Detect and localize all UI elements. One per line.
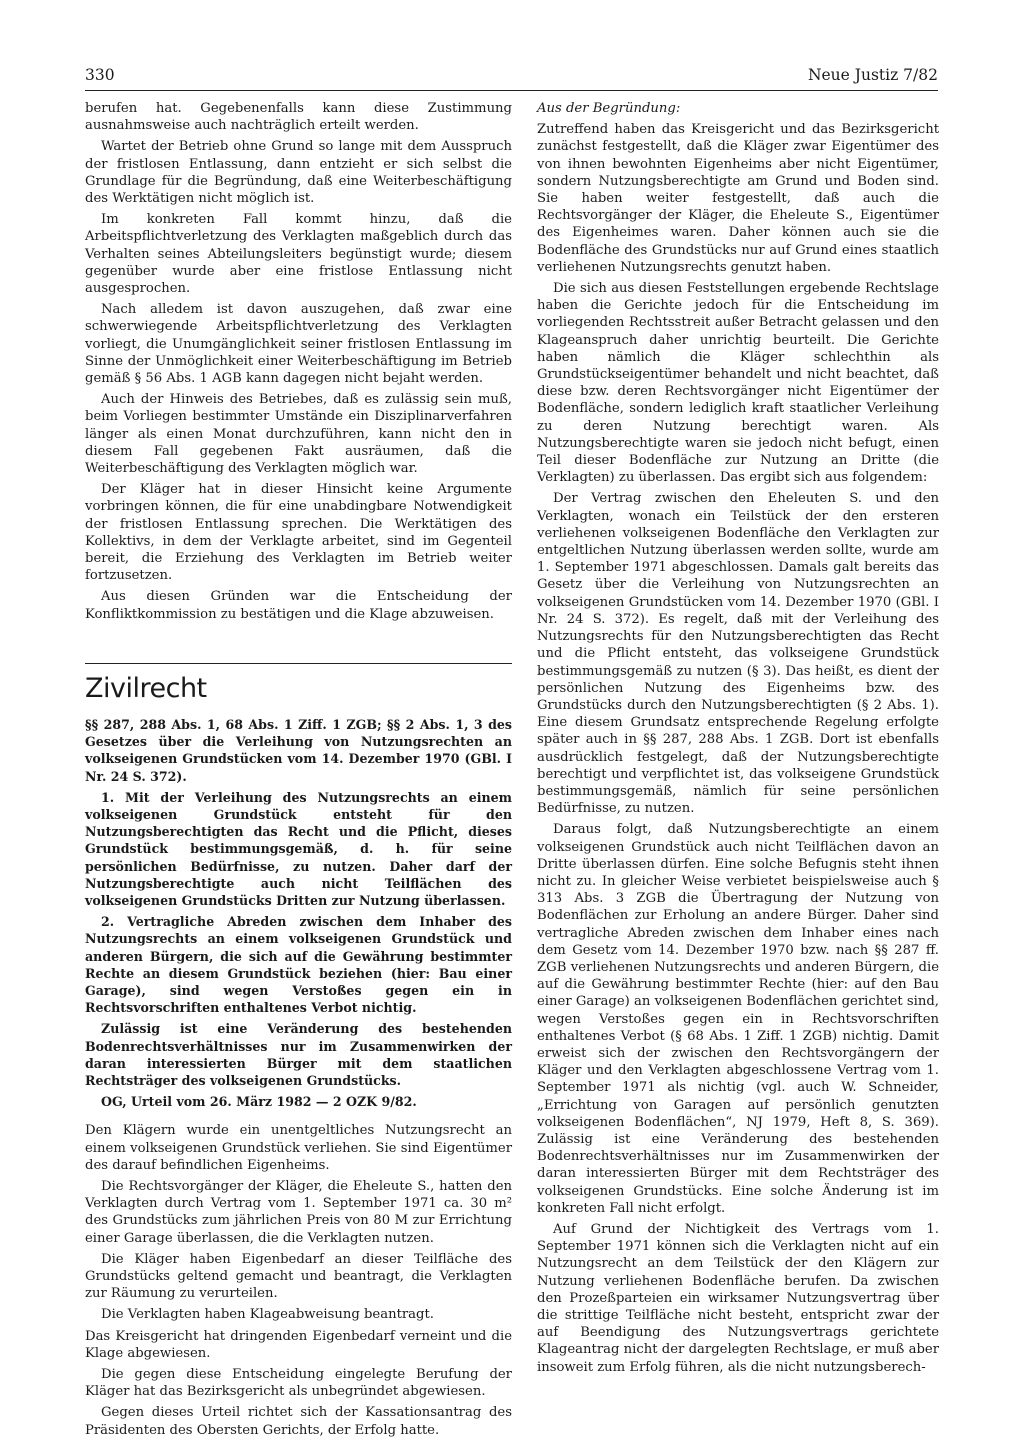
page-number: 330 <box>85 66 115 84</box>
spacer <box>85 1114 512 1122</box>
paragraph: Im konkreten Fall kommt hinzu, daß die Arbeitspflichtverletzung des Verklagten maßgeblich durch das Verhalten seines Abteilungsleiters begünstigt wurde; diesem gegenüber wurde aber eine fristlose Entlassung nicht ausgesprochen. <box>85 212 512 297</box>
decision-citation: OG, Urteil vom 26. März 1982 — 2 OZK 9/82. <box>101 1094 417 1110</box>
paragraph: Nach alledem ist davon auszugehen, daß zwar eine schwerwiegende Arbeitspflichtverletzung des Verklagten vorliegt, die Unumgänglichkeit seiner fristlosen Entlassung im Sinne der Unmöglichkeit einer Weiterbeschäftigung im Betrieb gemäß § 56 Abs. 1 AGB kann dagegen nicht bejaht werden. <box>85 302 512 387</box>
paragraph: Auf Grund der Nichtigkeit des Vertrags vom 1. September 1971 können sich die Verklagten nicht auf ein Nutzungsrecht an dem Teilstück der den Klägern zur Nutzung verliehenen Bodenfläche berufen. Da zwischen den Prozeßparteien ein wirksamer Nutzungsvertrag über die strittige Teilfläche nicht besteht, entspricht zwar der auf Beendigung des Nutzungsvertrags gerichtete Klageantrag nicht der dargelegten Rechtslage, er muß aber insoweit zum Erfolg führen, als die nicht nutzungsberech- <box>537 1222 939 1375</box>
paragraph: Aus diesen Gründen war die Entscheidung der Konfliktkommission zu bestätigen und die Klage abzuweisen. <box>85 589 512 622</box>
paragraph: Daraus folgt, daß Nutzungsberechtigte an einem volkseigenen Grundstück auch nicht Teilflächen davon an Dritte überlassen dürfen. Eine solche Befugnis steht ihnen nicht zu. In gleicher Weise verbietet beispielsweise auch § 313 Abs. 3 ZGB die Übertragung der Nutzung von Bodenflächen zur Erholung an andere Bürger. Daher sind vertragliche Abreden zwischen dem Inhaber eines nach dem Gesetz vom 14. Dezember 1970 bzw. nach §§ 287 ff. ZGB verliehenen Nutzungsrechts und anderen Bürgern, die auf die Gewährung bestimmter Rechte (hier: auf den Bau einer Garage) an volkseigenen Bodenflächen gerichtet sind, wegen Verstoßes gegen ein in Rechtsvorschriften enthaltenes Verbot (§ 68 Abs. 1 Ziff. 1 ZGB) nichtig. Damit erweist sich der zwischen den Rechtsvorgängern der Kläger und den Verklagten abgeschlossene Vertrag vom 1. September 1971 als nichtig (vgl. auch W. Schneider, „Errichtung von Garagen auf persönlich genutzten volkseigenen Bodenflächen“, NJ 1979, Heft 8, S. 369). Zulässig ist eine Veränderung des bestehenden Bodenrechtsverhältnisses nur im Zusammenwirken der daran interessierten Bürger mit dem Rechtsträger des volkseigenen Grundstücks. Eine solche Änderung ist im konkreten Fall nicht erfolgt. <box>537 822 939 1216</box>
paragraph: Der Kläger hat in dieser Hinsicht keine Argumente vorbringen können, die für eine unabdingbare Notwendigkeit der fristlosen Entlassung sprechen. Die Werktätigen des Kollektivs, in dem der Verklagte arbeitet, sind im Gegenteil bereit, die Erziehung des Verklagten im Betrieb weiter fortzusetzen. <box>85 482 512 584</box>
headnote: Zulässig ist eine Veränderung des bestehenden Bodenrechtsverhältnisses nur im Zusammenwirken der daran interessierten Bürger mit dem staatlichen Rechtsträger des volkseigenen Grundstücks. <box>85 1021 512 1088</box>
journal-issue: Neue Justiz 7/82 <box>807 66 938 84</box>
paragraph: Zutreffend haben das Kreisgericht und das Bezirksgericht zunächst festgestellt, daß die Kläger zwar Eigentümer des von ihnen bewohnten Eigenheims aber nicht Eigentümer, sondern Nutzungsberechtigte am Grund und Boden sind. Sie haben weiter festgestellt, daß auch die Rechtsvorgänger der Kläger, die Eheleute S., Eigentümer des Eigenheimes waren. Daher können auch sie die Bodenfläche des Grundstücks nur auf Grund eines staatlich verliehenen Nutzungsrechts genutzt haben. <box>537 122 939 275</box>
header-rule <box>85 90 938 91</box>
headnote: 2. Vertragliche Abreden zwischen dem Inhaber des Nutzungsrechts an einem volkseigenen Grundstück und anderen Bürgern, die sich auf die Gewährung bestimmter Rechte an diesem Grundstück beziehen (hier: Bau einer Garage), sind wegen Verstoßes gegen ein in Rechtsvorschriften enthaltenes Verbot nichtig. <box>85 914 512 1016</box>
reasoning-heading: Aus der Begründung: <box>537 101 681 116</box>
headnote-reference: §§ 287, 288 Abs. 1, 68 Abs. 1 Ziff. 1 ZGB; §§ 2 Abs. 1, 3 des Gesetzes über die Verleihung von Nutzungsrechten an volkseigenen Grundstücken vom 14. Dezember 1970 (GBl. I Nr. 24 S. 372). <box>85 716 512 784</box>
facts-paragraph: Die gegen diese Entscheidung eingelegte Berufung der Kläger hat das Bezirksgericht als unbegründet abgewiesen. <box>85 1367 512 1400</box>
right-column <box>537 100 939 1380</box>
paragraph: Die sich aus diesen Feststellungen ergebende Rechtslage haben die Gerichte jedoch für die Entscheidung im vorliegenden Rechtsstreit außer Betracht gelassen und den Klageanspruch daher unrichtig beurteilt. Die Gerichte haben nämlich die Kläger schlechthin als Grundstückseigentümer behandelt und nicht beachtet, daß diese bzw. deren Rechtsvorgänger nicht Eigentümer der Bodenfläche, sondern lediglich kraft staatlicher Verleihung zu deren Nutzung berechtigt waren. Als Nutzungsberechtigte waren sie jedoch nicht befugt, einen Teil dieser Bodenfläche zur Nutzung an Dritte (die Verklagten) zu überlassen. Das ergibt sich aus folgendem: <box>537 281 939 486</box>
facts-paragraph: Die Kläger haben Eigenbedarf an dieser Teilfläche des Grundstücks geltend gemacht und beantragt, die Verklagten zur Räumung zu verurteilen. <box>85 1251 512 1302</box>
facts-paragraph: Die Verklagten haben Klageabweisung beantragt. <box>101 1307 434 1323</box>
left-column <box>85 100 512 1443</box>
facts-paragraph: Den Klägern wurde ein unentgeltliches Nutzungsrecht an einem volkseigenen Grundstück verliehen. Sie sind Eigentümer des darauf befindlichen Eigenheims. <box>85 1123 512 1173</box>
paragraph: Der Vertrag zwischen den Eheleuten S. und den Verklagten, wonach ein Teilstück der den ersteren verliehenen volkseigenen Bodenfläche den Verklagten zur entgeltlichen Nutzung überlassen werden sollte, wurde am 1. September 1971 abgeschlossen. Damals galt bereits das Gesetz über die Verleihung von Nutzungsrechten an volkseigenen Grundstücken vom 14. Dezember 1970 (GBl. I Nr. 24 S. 372). Es regelt, daß mit der Verleihung des Nutzungsrechts für den Nutzungsberechtigten das Recht und die Pflicht entsteht, das volkseigene Grundstück bestimmungsgemäß zu nutzen (§ 3). Das heißt, es dient der persönlichen Nutzung des Eigenheims bzw. des Grundstücks durch den Nutzungsberechtigten (§ 2 Abs. 1). Eine diesem Grundsatz entsprechende Regelung erfolgte später auch in §§ 287, 288 Abs. 1 ZGB. Dort ist ebenfalls ausdrücklich festgelegt, daß der Nutzungsberechtigte berechtigt und verpflichtet ist, das volkseigene Grundstück bestimmungsgemäß, nämlich für seine persönlichen Bedürfnisse, zu nutzen. <box>537 491 939 817</box>
page-header <box>85 66 938 88</box>
facts-paragraph: Das Kreisgericht hat dringenden Eigenbedarf verneint und die Klage abgewiesen. <box>85 1328 512 1361</box>
facts-paragraph: Die Rechtsvorgänger der Kläger, die Eheleute S., hatten den Verklagten durch Vertrag vom 1. September 1971 ca. 30 m² des Grundstücks zum jährlichen Preis von 80 M zur Errichtung einer Garage überlassen, die die Verklagten nutzen. <box>85 1178 512 1246</box>
facts-paragraph: Gegen dieses Urteil richtet sich der Kassationsantrag des Präsidenten des Obersten Gerichts, der Erfolg hatte. <box>85 1405 512 1438</box>
paragraph: Auch der Hinweis des Betriebes, daß es zulässig sein muß, beim Vorliegen bestimmter Umstände ein Disziplinarverfahren länger als einen Monat durchzuführen, kann nicht den in diesem Fall gegebenen Fakt ausräumen, daß die Weiterbeschäftigung des Verklagten möglich war. <box>85 392 512 477</box>
paragraph: berufen hat. Gegebenenfalls kann diese Zustimmung ausnahmsweise auch nachträglich erteilt werden. <box>85 101 512 134</box>
section-rule <box>85 663 512 664</box>
headnote: 1. Mit der Verleihung des Nutzungsrechts an einem volkseigenen Grundstück entsteht für den Nutzungsberechtigten das Recht und die Pflicht, dieses Grundstück bestimmungsgemäß, d. h. für seine persönlichen Bedürfnisse, zu nutzen. Daher darf der Nutzungsberechtigte auch nicht Teilflächen des volkseigenen Grundstücks Dritten zur Nutzung überlassen. <box>85 789 512 908</box>
section-title: Zivilrecht <box>85 672 207 704</box>
paragraph: Wartet der Betrieb ohne Grund so lange mit dem Ausspruch der fristlosen Entlassung, dann entzieht er sich selbst die Grundlage für die Begründung, daß eine Weiterbeschäftigung des Werktätigen nicht möglich ist. <box>85 139 512 207</box>
